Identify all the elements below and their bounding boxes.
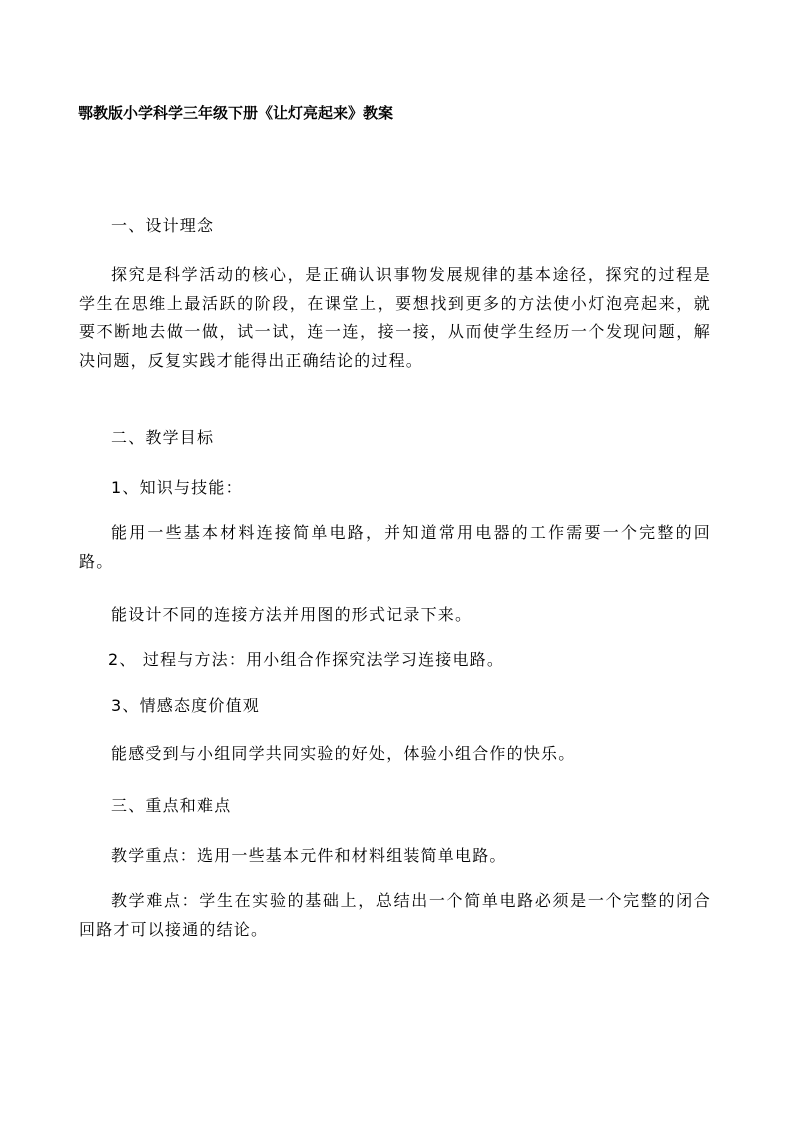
key-point-line: 教学重点：选用一些基本元件和材料组装简单电路。 (111, 846, 507, 865)
section-heading-design-concept: 一、设计理念 (111, 216, 215, 235)
design-concept-paragraph: 探究是科学活动的核心，是正确认识事物发展规律的基本途径，探究的过程是学生在思维上最活跃的阶段，在课堂上，要想找到更多的方法使小灯泡亮起来，就要不断地去做一做，试一试，连一连，接一接，从而使学生经历一个发现问题，解决问题，反复实践才能得出正确结论的过程。 (79, 265, 711, 370)
difficult-point-paragraph: 教学难点：学生在实验的基础上，总结出一个简单电路必须是一个完整的闭合回路才可以接通的结论。 (79, 891, 711, 939)
section-heading-teaching-goals: 二、教学目标 (111, 428, 215, 447)
goal-process-methods-line: 2、 过程与方法：用小组合作探究法学习连接电路。 (108, 650, 505, 669)
document-title: 鄂教版小学科学三年级下册《让灯亮起来》教案 (78, 104, 394, 122)
goal-knowledge-skills-paragraph: 能用一些基本材料连接简单电路，并知道常用电器的工作需要一个完整的回路。 (79, 523, 711, 571)
goal-knowledge-skills-heading: 1、知识与技能： (111, 478, 243, 497)
goal-emotion-values-line: 能感受到与小组同学共同实验的好处，体验小组合作的快乐。 (111, 744, 576, 763)
goal-knowledge-skills-line2: 能设计不同的连接方法并用图的形式记录下来。 (111, 605, 473, 624)
goal-emotion-values-heading: 3、情感态度价值观 (111, 696, 260, 715)
section-heading-key-difficult-points: 三、重点和难点 (111, 796, 232, 815)
